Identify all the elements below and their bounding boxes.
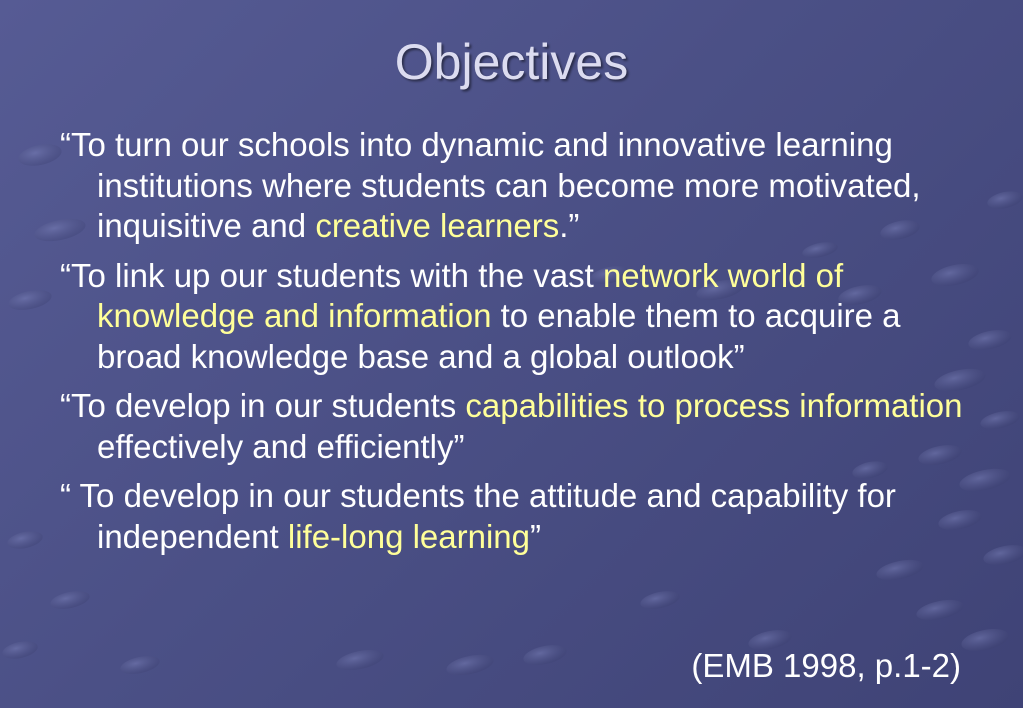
objective-text: “ To develop in our students the attitude and capability for independent [60,477,896,555]
objective-text: “To develop in our students [60,387,466,424]
objectives-list [60,125,970,566]
objective-highlight: capabilities to process information [465,387,963,424]
source-citation: (EMB 1998, p.1-2) [691,647,961,684]
objective-paragraph [60,386,970,467]
objective-text: “To turn our schools into dynamic and innovative learning institutions where students can become more motivated, inquisitive and [60,126,921,244]
objective-paragraph [60,476,970,557]
objective-text: .” [559,207,580,244]
objective-highlight: network world of knowledge and information [97,256,844,334]
objective-highlight: creative learners [315,207,560,244]
objective-text: to enable them to acquire a broad knowledge base and a global outlook” [97,297,901,375]
objective-text: “To link up our students with the vast [60,256,603,294]
objective-paragraph [60,256,970,378]
objective-paragraph [60,125,970,247]
objective-highlight: life-long learning [287,517,531,555]
objective-text: effectively and efficiently” [97,427,465,465]
slide-title: Objectives [394,34,629,90]
objective-text: ” [530,517,542,555]
